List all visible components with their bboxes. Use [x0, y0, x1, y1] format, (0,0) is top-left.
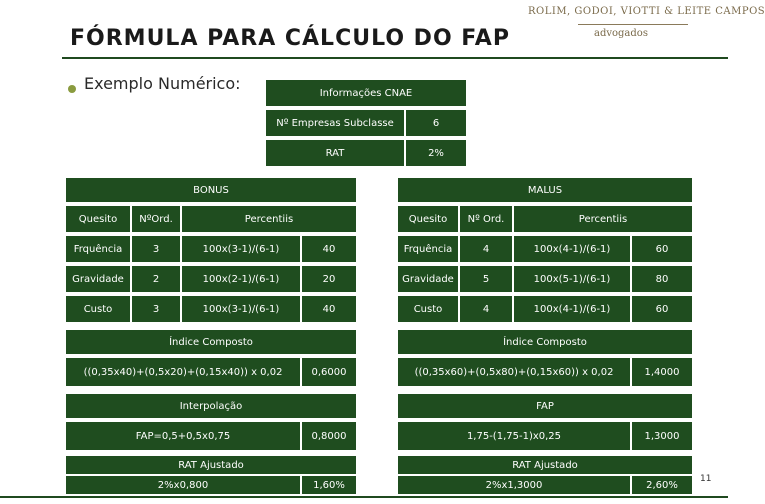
- bonus-title: BONUS: [66, 178, 356, 202]
- brand-name: ROLIM, GODOI, VIOTTI & LEITE CAMPOS: [528, 6, 765, 17]
- bonus-row-value: 40: [302, 236, 356, 262]
- bullet-icon: [68, 85, 76, 93]
- malus-rat-value: 2,60%: [632, 476, 692, 494]
- malus-rat-formula: 2%x1,3000: [398, 476, 632, 494]
- slide-title: FÓRMULA PARA CÁLCULO DO FAP: [70, 26, 510, 51]
- title-rule: [62, 57, 728, 59]
- malus-row-value: 60: [632, 236, 692, 262]
- malus-row-ord: 4: [460, 296, 514, 322]
- bonus-indice-formula: ((0,35x40)+(0,5x20)+(0,15x40)) x 0,02: [66, 358, 302, 386]
- brand-subtitle: advogados: [594, 28, 648, 39]
- malus-indice-formula: ((0,35x60)+(0,5x80)+(0,15x60)) x 0,02: [398, 358, 632, 386]
- malus-fap-value: 1,3000: [632, 422, 692, 450]
- bonus-interp-formula: FAP=0,5+0,5x0,75: [66, 422, 302, 450]
- brand-divider: [578, 24, 688, 25]
- malus-row-quesito: Custo: [398, 296, 460, 322]
- cnae-title: Informações CNAE: [266, 80, 466, 106]
- bonus-row-quesito: Custo: [66, 296, 132, 322]
- footer-rule: [0, 496, 728, 498]
- malus-row-quesito: Gravidade: [398, 266, 460, 292]
- cnae-label-empresas: Nº Empresas Subclasse: [266, 110, 406, 136]
- malus-indice-title: Índice Composto: [398, 330, 692, 354]
- bonus-row-ord: 3: [132, 296, 182, 322]
- malus-row-ord: 4: [460, 236, 514, 262]
- malus-row-formula: 100x(4-1)/(6-1): [514, 236, 632, 262]
- malus-fap-title: FAP: [398, 394, 692, 418]
- malus-row-formula: 100x(4-1)/(6-1): [514, 296, 632, 322]
- bonus-row-quesito: Frquência: [66, 236, 132, 262]
- bonus-row-ord: 3: [132, 236, 182, 262]
- malus-row-formula: 100x(5-1)/(6-1): [514, 266, 632, 292]
- malus-header-percentiis: Percentiis: [514, 206, 692, 232]
- bonus-indice-title: Índice Composto: [66, 330, 356, 354]
- cnae-value-empresas: 6: [406, 110, 466, 136]
- bonus-row-ord: 2: [132, 266, 182, 292]
- bonus-header-ord: NºOrd.: [132, 206, 182, 232]
- bonus-interp-title: Interpolação: [66, 394, 356, 418]
- example-label: Exemplo Numérico:: [84, 74, 241, 93]
- bonus-header-quesito: Quesito: [66, 206, 132, 232]
- bonus-interp-value: 0,8000: [302, 422, 356, 450]
- cnae-value-rat: 2%: [406, 140, 466, 166]
- malus-row-value: 80: [632, 266, 692, 292]
- malus-row-quesito: Frquência: [398, 236, 460, 262]
- page-number: 11: [700, 474, 712, 484]
- bonus-rat-formula: 2%x0,800: [66, 476, 302, 494]
- malus-header-quesito: Quesito: [398, 206, 460, 232]
- bonus-indice-value: 0,6000: [302, 358, 356, 386]
- bonus-row-formula: 100x(3-1)/(6-1): [182, 236, 302, 262]
- bonus-rat-title: RAT Ajustado: [66, 456, 356, 474]
- malus-row-value: 60: [632, 296, 692, 322]
- bonus-row-formula: 100x(3-1)/(6-1): [182, 296, 302, 322]
- bonus-rat-value: 1,60%: [302, 476, 356, 494]
- bonus-header-percentiis: Percentiis: [182, 206, 356, 232]
- malus-row-ord: 5: [460, 266, 514, 292]
- malus-rat-title: RAT Ajustado: [398, 456, 692, 474]
- malus-indice-value: 1,4000: [632, 358, 692, 386]
- bonus-row-formula: 100x(2-1)/(6-1): [182, 266, 302, 292]
- malus-header-ord: Nº Ord.: [460, 206, 514, 232]
- cnae-label-rat: RAT: [266, 140, 406, 166]
- malus-fap-formula: 1,75-(1,75-1)x0,25: [398, 422, 632, 450]
- bonus-row-quesito: Gravidade: [66, 266, 132, 292]
- bonus-row-value: 20: [302, 266, 356, 292]
- bonus-row-value: 40: [302, 296, 356, 322]
- malus-title: MALUS: [398, 178, 692, 202]
